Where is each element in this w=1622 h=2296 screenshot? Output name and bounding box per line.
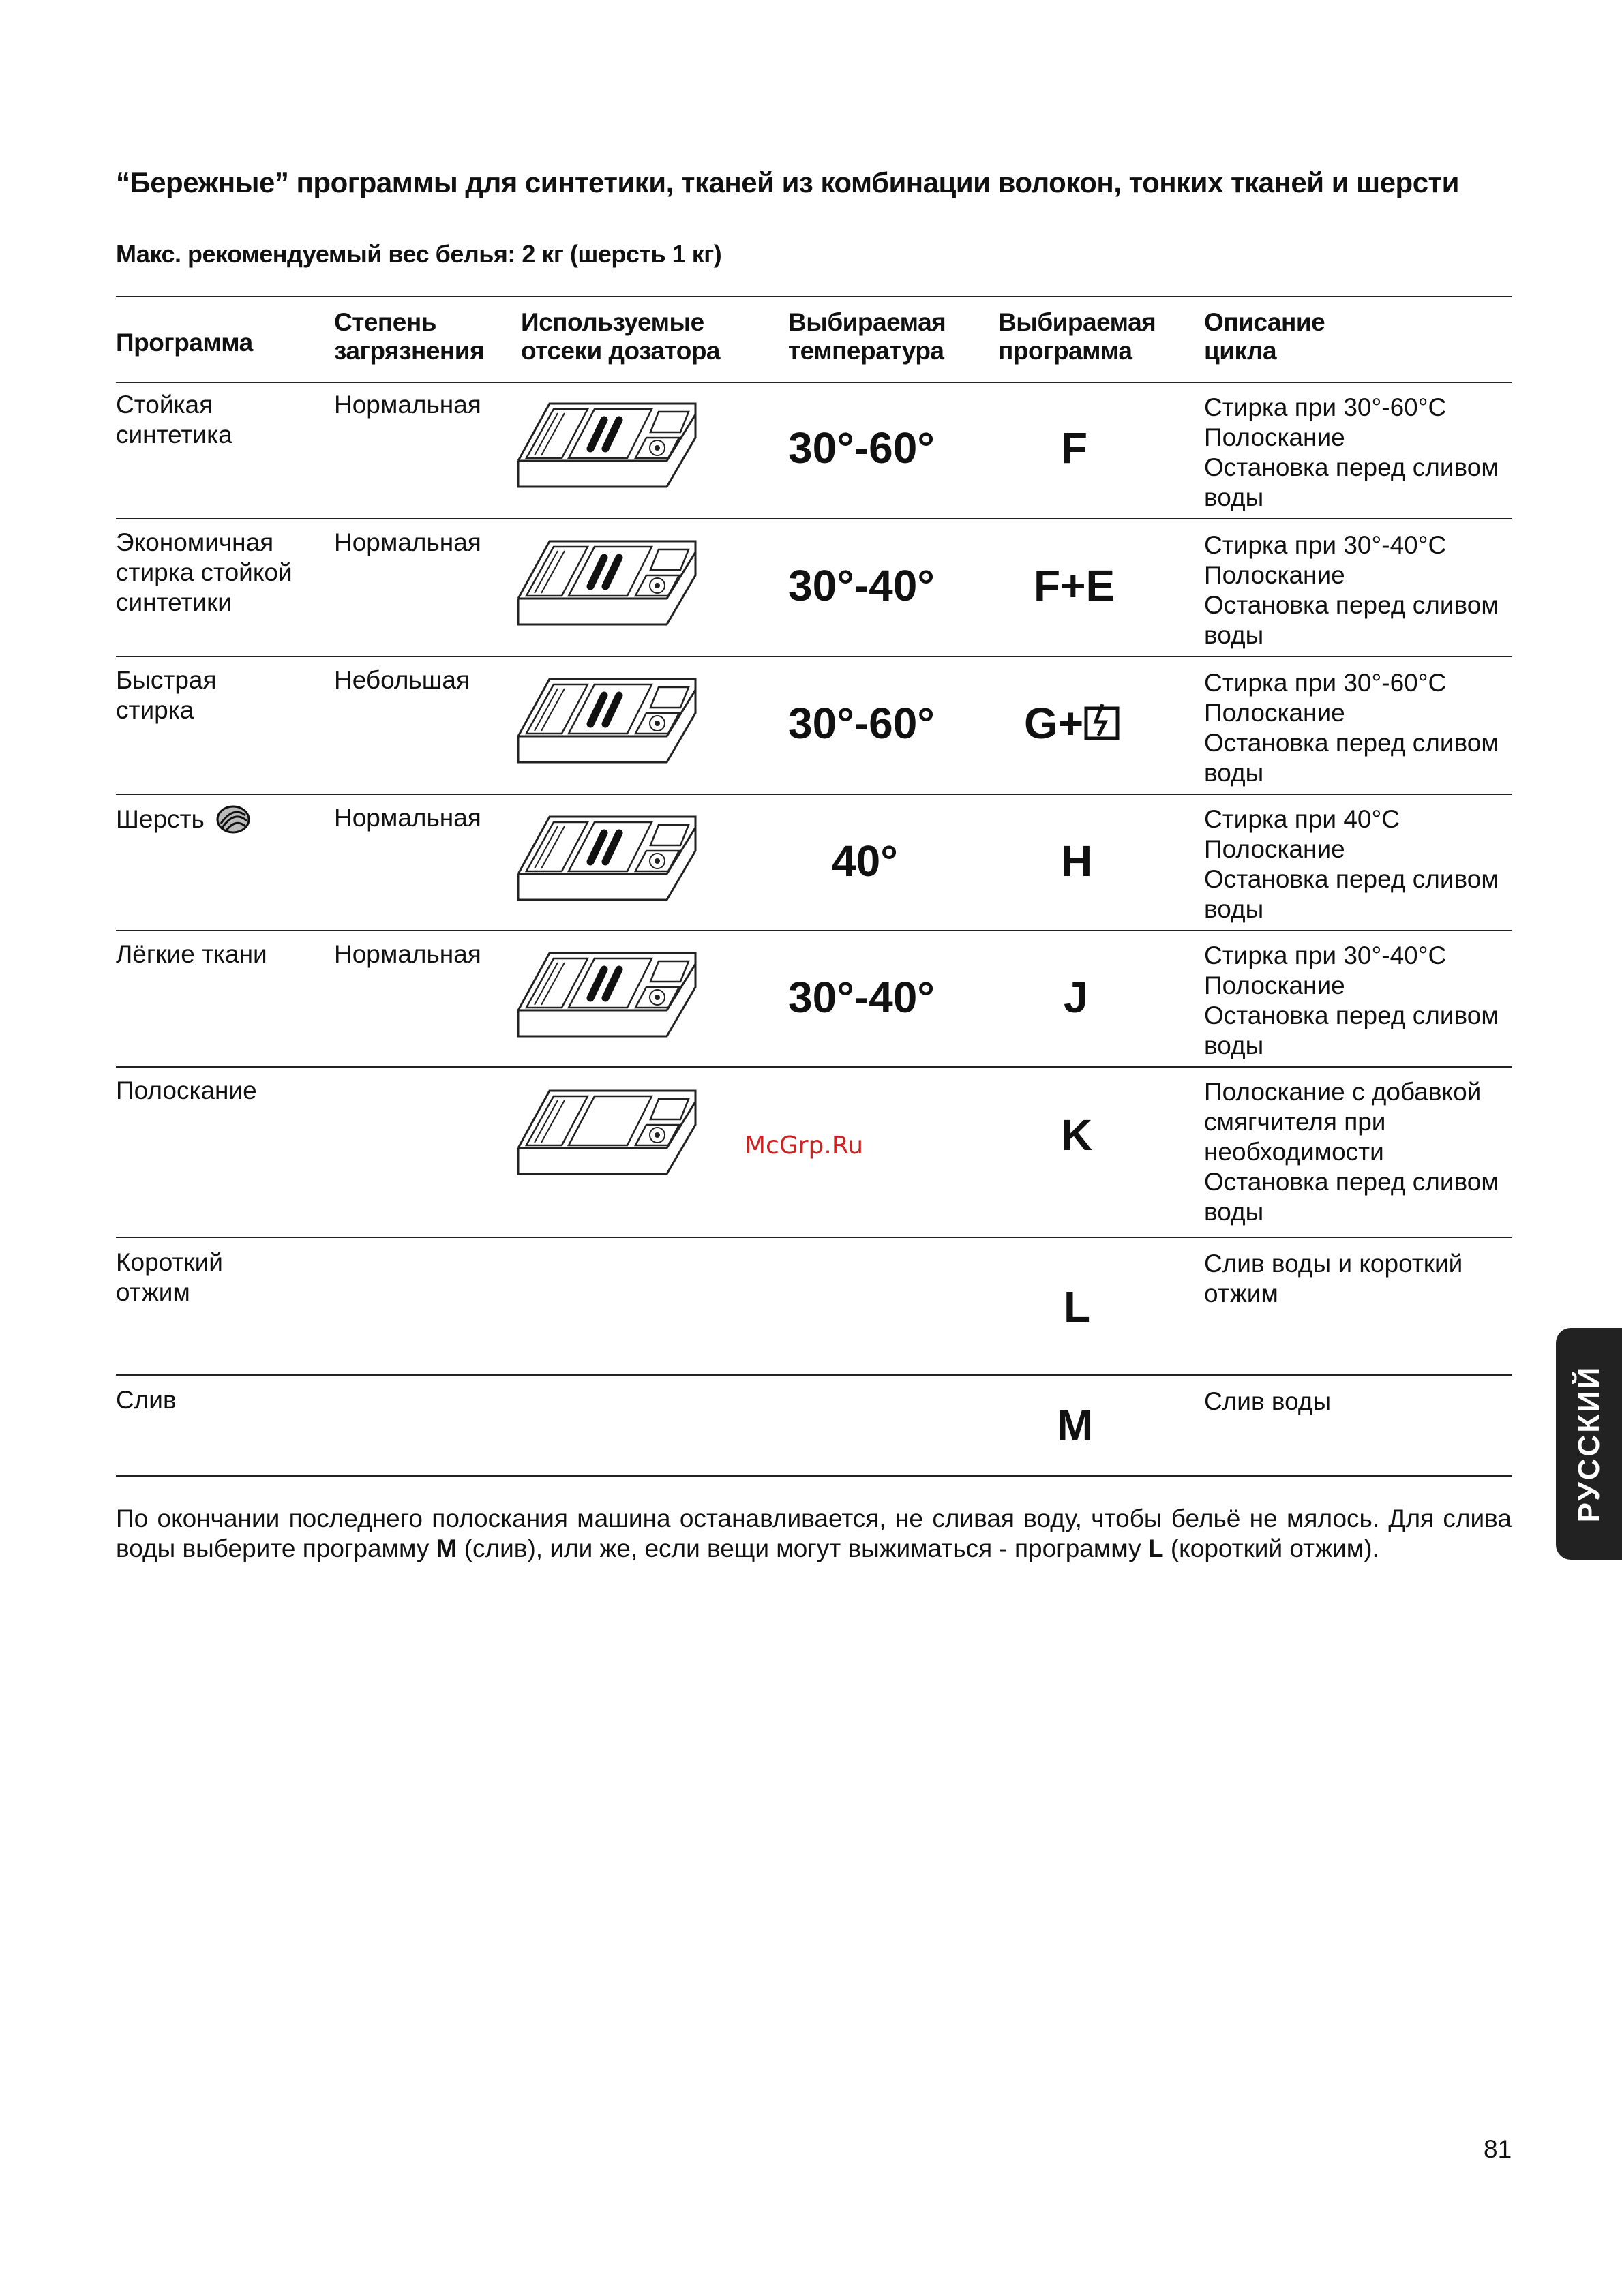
row-soil-level: Небольшая (334, 666, 470, 694)
row-cycle-description: Стирка при 30°-60°C Полоскание Остановка перед сливом воды (1204, 393, 1499, 511)
row-program-letter: M (1057, 1401, 1094, 1450)
wool-icon (215, 803, 251, 834)
row-cycle-description: Слив воды (1204, 1387, 1332, 1415)
row-program-name (116, 803, 307, 834)
dispenser-compartments-icon (517, 536, 701, 638)
row-divider (116, 656, 1512, 657)
row-temperature: 30°-60° (788, 699, 935, 748)
table-bottom-rule (116, 1475, 1512, 1477)
row-cycle-description: Стирка при 30°-60°C Полоскание Остановка перед сливом воды (1204, 669, 1499, 787)
row-program-letter: H (1061, 836, 1093, 886)
row-temperature: 30°-40° (788, 561, 935, 610)
row-divider (116, 1237, 1512, 1238)
row-program-letter: J (1064, 973, 1088, 1022)
row-soil-level: Нормальная (334, 804, 481, 832)
row-divider (116, 518, 1512, 519)
row-cycle-description: Слив воды и короткий отжим (1204, 1250, 1463, 1308)
row-program-letter: L (1064, 1282, 1091, 1331)
row-program-name: Стойкая синтетика (116, 391, 232, 449)
row-program-letter: K (1061, 1111, 1093, 1160)
header-soil: Степень загрязнения (334, 308, 485, 365)
row-program-name-text: Шерсть (116, 805, 205, 833)
row-program-letter: F (1061, 423, 1088, 472)
row-temperature: 40° (832, 836, 898, 886)
row-cycle-description: Стирка при 40°C Полоскание Остановка перед сливом воды (1204, 805, 1499, 923)
dispenser-compartments-icon (517, 398, 701, 500)
row-temperature: 30°-60° (788, 423, 935, 472)
page-title: “Бережные” программы для синтетики, тканей из комбинации волокон, тонких тканей и шерсти (116, 166, 1459, 198)
row-divider (116, 794, 1512, 795)
dispenser-compartments-icon (517, 674, 701, 776)
row-program-name: Лёгкие ткани (116, 940, 267, 968)
row-program-name: Быстрая стирка (116, 666, 217, 724)
row-cycle-description: Стирка при 30°-40°C Полоскание Остановка перед сливом воды (1204, 941, 1499, 1059)
row-program-name: Короткий отжим (116, 1248, 223, 1306)
row-cycle-description: Полоскание с добавкой смягчителя при необходимости Остановка перед сливом воды (1204, 1078, 1499, 1226)
row-program-name: Слив (116, 1386, 177, 1414)
page-number: 81 (1484, 2135, 1512, 2163)
dispenser-compartments-icon (517, 811, 701, 913)
row-temperature: 30°-40° (788, 973, 935, 1022)
header-rule (116, 382, 1512, 383)
language-tab (1556, 1328, 1622, 1560)
quick-wash-icon (1083, 701, 1122, 742)
row-divider (116, 1374, 1512, 1376)
header-compartments: Используемые отсеки дозатора (521, 308, 721, 365)
row-program-name: Экономичная стирка стойкой синтетики (116, 528, 292, 616)
language-tab-label: РУССКИЙ (1572, 1365, 1606, 1523)
row-program-letter-text: G+ (1024, 699, 1084, 748)
header-temperature: Выбираемая температура (788, 308, 946, 365)
footer-note: По окончании последнего полоскания машина останавливается, не сливая воду, чтобы бельё не мялось. Для слива воды выберите программу M (слив), или же, если вещи могут выжиматься - программу L (короткий отжим). (116, 1505, 1512, 1562)
row-divider (116, 930, 1512, 931)
table-top-rule (116, 296, 1512, 297)
row-cycle-description: Стирка при 30°-40°C Полоскание Остановка перед сливом воды (1204, 531, 1499, 649)
row-program-letter: F+E (1034, 561, 1115, 610)
row-soil-level: Нормальная (334, 940, 481, 968)
row-soil-level: Нормальная (334, 528, 481, 556)
header-description: Описание цикла (1204, 308, 1325, 365)
row-program-letter (1024, 698, 1122, 749)
dispenser-compartments-icon (517, 948, 701, 1050)
dispenser-compartments-icon (517, 1085, 701, 1188)
row-program-name: Полоскание (116, 1076, 257, 1104)
row-soil-level: Нормальная (334, 391, 481, 419)
header-selected-program: Выбираемая программа (998, 308, 1156, 365)
watermark: McGrp.Ru (745, 1132, 864, 1160)
row-divider (116, 1066, 1512, 1068)
header-program: Программа (116, 329, 253, 357)
max-load-note: Макс. рекомендуемый вес белья: 2 кг (шерсть 1 кг) (116, 240, 722, 268)
